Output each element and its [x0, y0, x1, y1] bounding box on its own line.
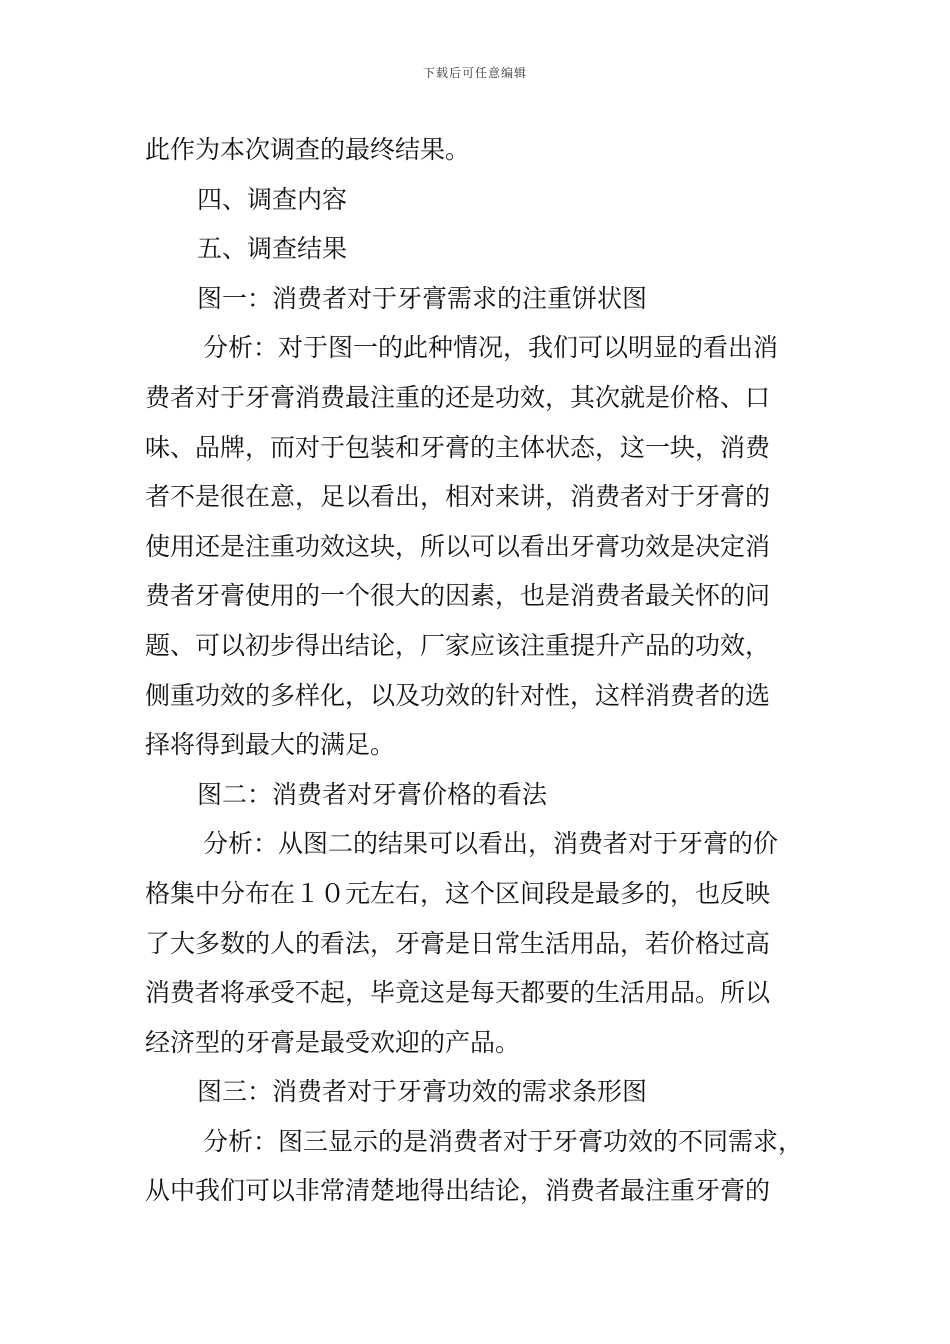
- figure-caption: 图三：消费者对于牙膏功效的需求条形图: [197, 1077, 648, 1107]
- body-text-line: 侧重功效的多样化，以及功效的针对性，这样消费者的选: [145, 680, 771, 710]
- body-text-line: 此作为本次调查的最终结果。: [145, 135, 471, 164]
- body-text-line: 格集中分布在１０元左右，这个区间段是最多的，也反映: [145, 878, 771, 908]
- body-text-line: 从中我们可以非常清楚地得出结论，消费者最注重牙膏的: [145, 1176, 771, 1206]
- body-text-line: 题、可以初步得出结论，厂家应该注重提升产品的功效，: [145, 630, 771, 660]
- section-heading: 五、调查结果: [197, 234, 348, 264]
- body-text-line: 费者牙膏使用的一个很大的因素，也是消费者最关怀的问: [145, 581, 771, 611]
- body-text-line: 经济型的牙膏是最受欢迎的产品。: [145, 1027, 521, 1057]
- analysis-paragraph-line: 分析：从图二的结果可以看出，消费者对于牙膏的价: [203, 829, 779, 859]
- body-text-line: 择将得到最大的满足。: [145, 730, 396, 760]
- body-text-line: 使用还是注重功效这块，所以可以看出牙膏功效是决定消: [145, 531, 771, 561]
- figure-caption: 图一：消费者对于牙膏需求的注重饼状图: [197, 283, 648, 313]
- body-text-line: 消费者将承受不起，毕竟这是每天都要的生活用品。所以: [145, 978, 771, 1008]
- body-text-line: 了大多数的人的看法，牙膏是日常生活用品，若价格过高: [145, 928, 771, 958]
- analysis-paragraph-line: 分析：图三显示的是消费者对于牙膏功效的不同需求，: [203, 1126, 804, 1156]
- page-header: 下载后可任意编辑: [422, 66, 527, 80]
- body-text-line: 者不是很在意，足以看出，相对来讲，消费者对于牙膏的: [145, 482, 771, 512]
- document-body: [145, 125, 815, 1216]
- section-heading: 四、调查内容: [197, 184, 348, 214]
- body-text-line: 味、品牌，而对于包装和牙膏的主体状态，这一块，消费: [145, 432, 771, 462]
- figure-caption: 图二：消费者对牙膏价格的看法: [197, 779, 548, 809]
- analysis-paragraph-line: 分析：对于图一的此种情况，我们可以明显的看出消: [203, 333, 779, 363]
- body-text-line: 费者对于牙膏消费最注重的还是功效，其次就是价格、口: [145, 382, 771, 412]
